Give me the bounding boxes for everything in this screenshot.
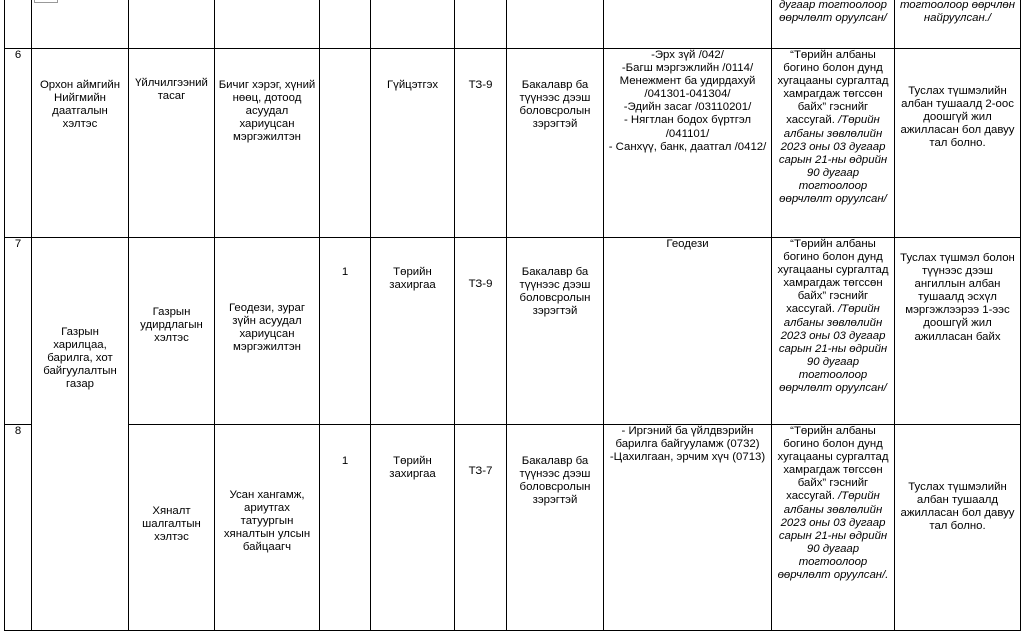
cell-experience: Туслах түшмэлийн албан тушаалд 2-оос доошгүй жил ажилласан бол давуу тал болно.: [895, 49, 1021, 238]
cell-unit: [129, 0, 215, 49]
training-text: “Төрийн албаны богино болон дунд хугацааны сургалтад хамрагдаж төгссөн байх” гэснийг хассугай.: [777, 49, 889, 127]
cell-count: 1: [320, 238, 371, 425]
cell-training-continued: дугаар тогтоолоор өөрчлөлт оруулсан/: [772, 0, 895, 49]
cell-count: 1: [320, 425, 371, 631]
cell-training: [772, 49, 895, 238]
cell-num: 8: [5, 425, 32, 631]
cell-rank: ТЗ-9: [455, 49, 507, 238]
cell-count: [320, 49, 371, 238]
table-row: [5, 425, 1021, 631]
cell-count: [320, 0, 371, 49]
cell-unit: Үйлчилгээний тасаг: [129, 49, 215, 238]
cell-category: Гүйцэтгэх: [371, 49, 455, 238]
cell-position: [215, 0, 320, 49]
cell-experience: Туслах түшмэлийн албан тушаалд ажилласан бол давуу тал болно.: [895, 425, 1021, 631]
cell-position: Геодези, зураг зүйн асуудал хариуцсан мэргэжилтэн: [215, 238, 320, 425]
training-note: /Төрийн албаны зөвлөлийн 2023 оны 03 дугаар сарын 21-ны өдрийн 90 дугаар тогтоолоор өөрчлөлт оруулсан/: [778, 114, 888, 206]
cell-position: Усан хангамж, ариутгах татуургын хяналтын улсын байцаагч: [215, 425, 320, 631]
cell-org: Орхон аймгийн Нийгмийн даатгалын хэлтэс: [32, 49, 129, 238]
cell-category: Төрийн захиргаа: [371, 238, 455, 425]
cell-num: 7: [5, 238, 32, 425]
cell-training: [772, 425, 895, 631]
training-text: “Төрийн албаны богино болон дунд хугацааны сургалтад хамрагдаж төгссөн байх” гэснийг хассугай.: [777, 425, 889, 503]
cell-profession: -Эрх зүй /042/ -Багш мэргэжлийн /0114/ Менежмент ба удирдахуй /041301-041304/ -Эдийн засаг /03110201/ - Нягтлан бодох бүртгэл /041101/ - Санхүү, банк, даатгал /0412/: [604, 49, 772, 238]
training-note: /Төрийн албаны зөвлөлийн 2023 оны 03 дугаар сарын 21-ны өдрийн 90 дугаар тогтоолоор өөрчлөлт оруулсан/.: [777, 490, 889, 582]
table-row: [5, 49, 1021, 238]
cell-rank: ТЗ-9: [455, 238, 507, 425]
cell-category: Төрийн захиргаа: [371, 425, 455, 631]
cell-profession: [604, 0, 772, 49]
cell-position: Бичиг хэрэг, хүний нөөц, дотоод асуудал хариуцсан мэргэжилтэн: [215, 49, 320, 238]
cell-education: Бакалавр ба түүнээс дээш боловсролын зэрэгтэй: [507, 238, 604, 425]
cell-rank: ТЗ-7: [455, 425, 507, 631]
cell-experience: Туслах түшмэл болон түүнээс дээш ангиллын албан тушаалд эсхүл мэргэжлээрээ 1-ээс доошгүй жил ажилласан байх: [895, 238, 1021, 425]
vacancy-table: [4, 0, 1021, 631]
cell-unit: Хяналт шалгалтын хэлтэс: [129, 425, 215, 631]
cell-education: Бакалавр ба түүнээс дээш боловсролын зэрэгтэй: [507, 49, 604, 238]
training-note: /Төрийн албаны зөвлөлийн 2023 оны 03 дугаар сарын 21-ны өдрийн 90 дугаар тогтоолоор өөрчлөлт оруулсан/: [778, 303, 888, 395]
cell-training: [772, 238, 895, 425]
cell-profession: - Иргэний ба үйлдвэрийн барилга байгууламж (0732) -Цахилгаан, эрчим хүч (0713): [604, 425, 772, 631]
cell-experience-continued: тогтоолоор өөрчлөн найруулсан./: [895, 0, 1021, 49]
cell-org: [32, 0, 129, 49]
cell-rank: [455, 0, 507, 49]
cell-num: [5, 0, 32, 49]
table-row-continued: [5, 0, 1021, 49]
cell-education: [507, 0, 604, 49]
cell-org-merged: Газрын харилцаа, барилга, хот байгуулалтын газар: [32, 238, 129, 631]
cell-profession: Геодези: [604, 238, 772, 425]
cell-education: Бакалавр ба түүнээс дээш боловсролын зэрэгтэй: [507, 425, 604, 631]
training-text: “Төрийн албаны богино болон дунд хугацааны сургалтад хамрагдаж төгссөн байх” гэснийг хассугай.: [777, 238, 889, 316]
table-row: [5, 238, 1021, 425]
cell-num: 6: [5, 49, 32, 238]
cell-category: [371, 0, 455, 49]
cell-unit: Газрын удирдлагын хэлтэс: [129, 238, 215, 425]
